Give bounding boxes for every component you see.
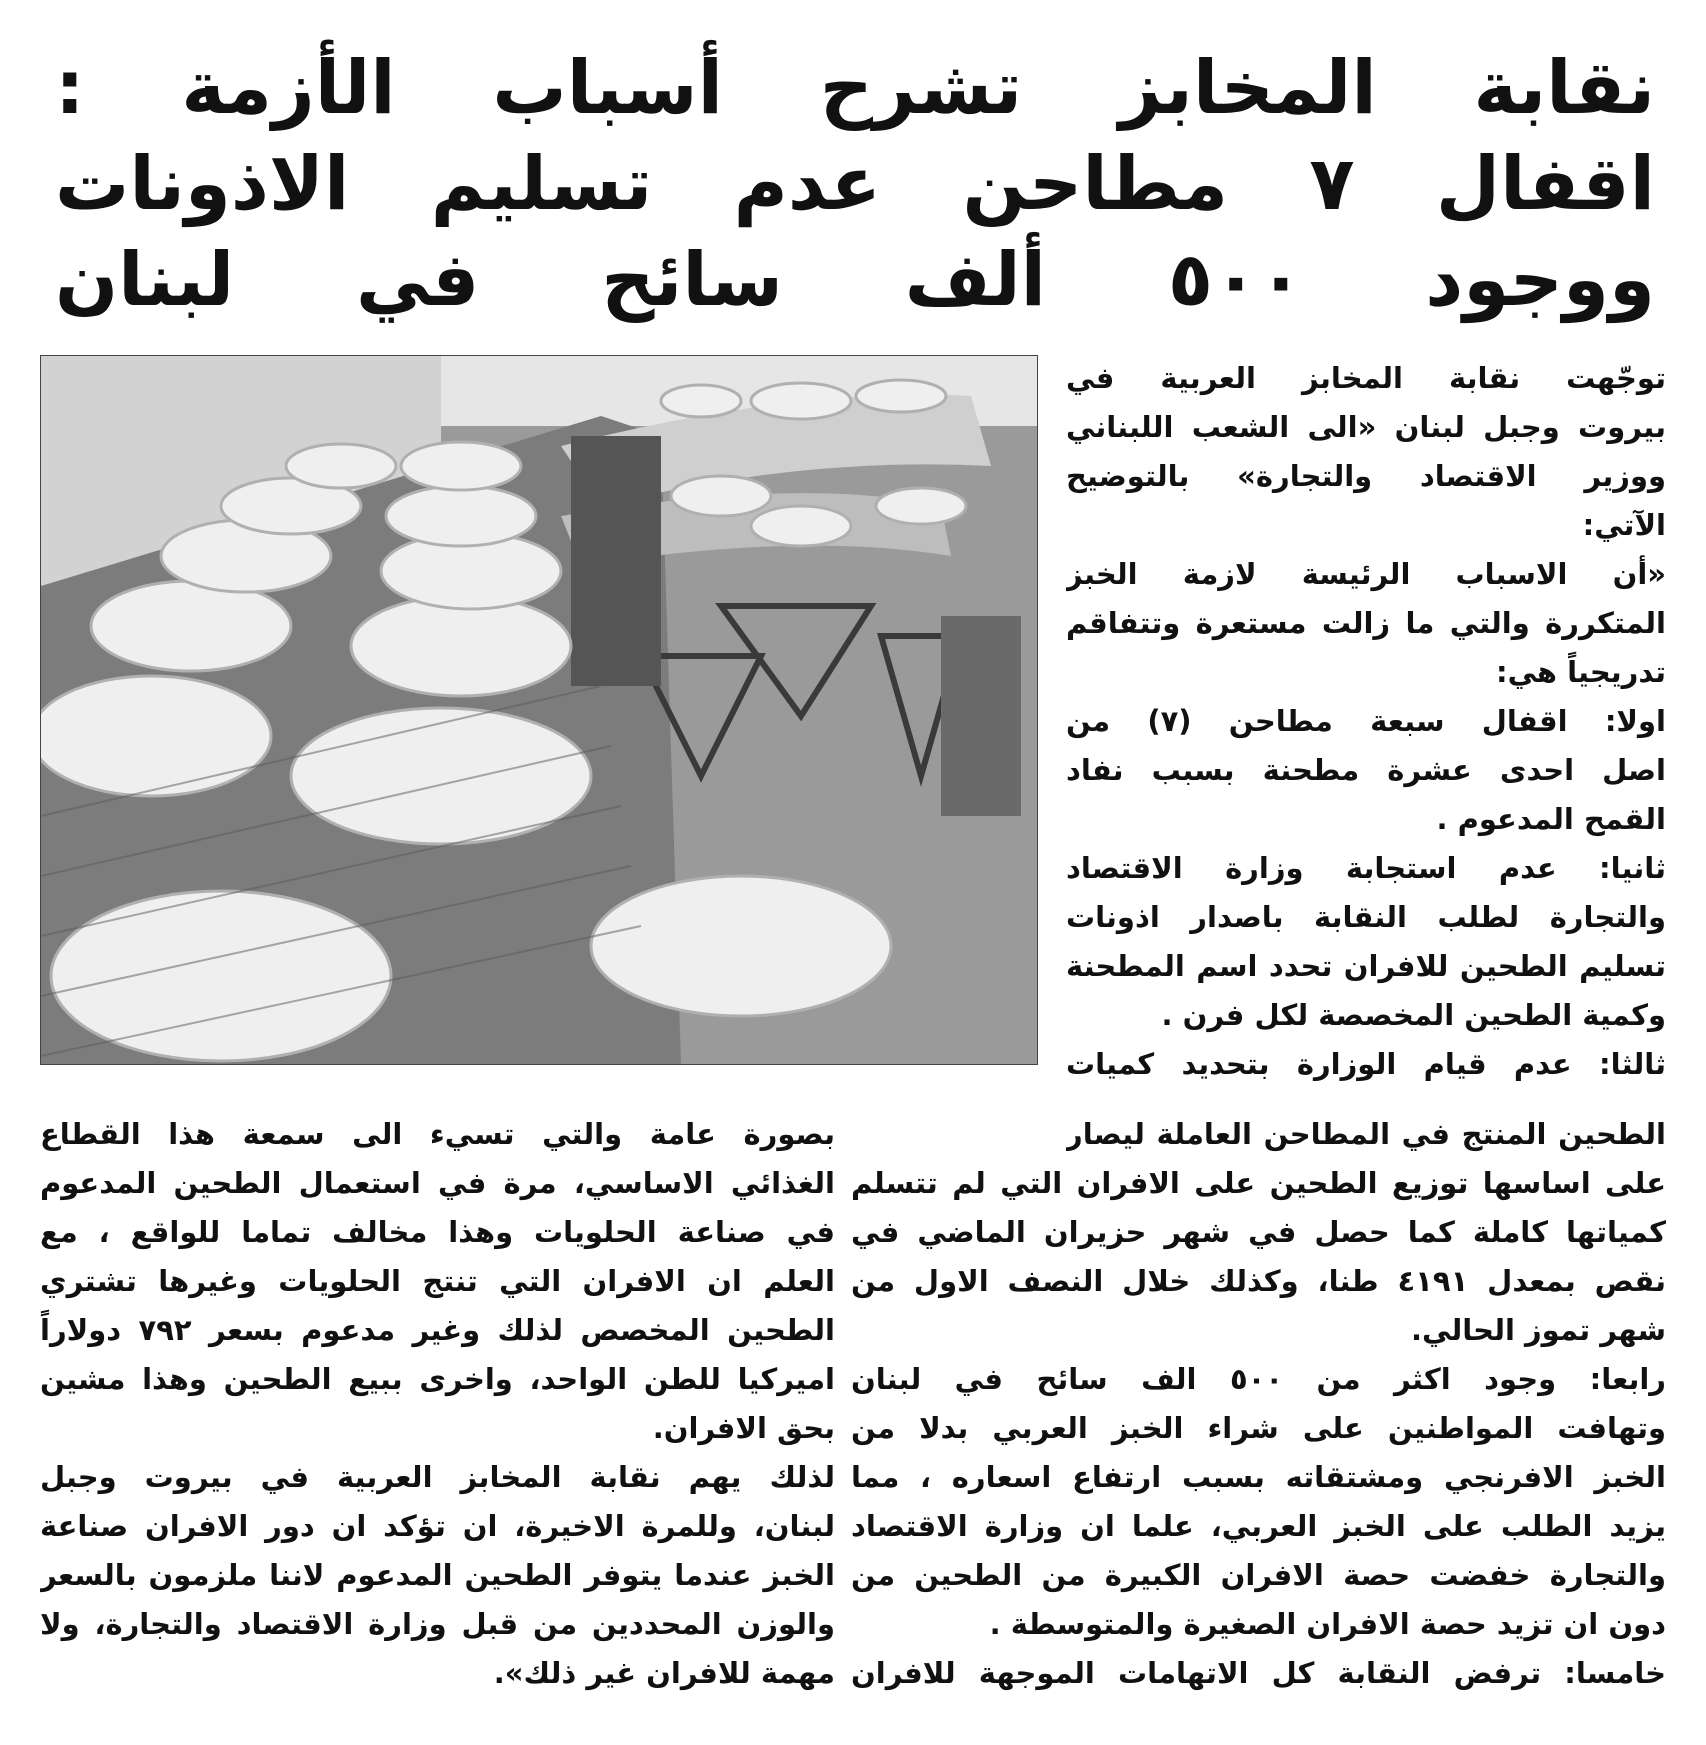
text-line: الطحين المخصص لذلك وغير مدعوم بسعر ٧٩٢ دولاراً	[40, 1313, 835, 1347]
text-line: الخبز عندما يتوفر الطحين المدعوم لاننا ملزمون بالسعر	[40, 1558, 835, 1592]
text-line: اولا: اقفال سبعة مطاحن (٧) من	[1066, 704, 1666, 738]
text-line: رابعا: وجود اكثر من ٥٠٠ الف سائح في لبنان	[851, 1362, 1666, 1396]
bread-conveyor-illustration	[41, 356, 1037, 1064]
text-line: والوزن المحددين من قبل وزارة الاقتصاد والتجارة، ولا	[40, 1607, 835, 1641]
text-line: دون ان تزيد حصة الافران الصغيرة والمتوسطة .	[989, 1607, 1666, 1641]
text-line: الخبز الافرنجي ومشتقاته بسبب ارتفاع اسعاره ، مما	[851, 1460, 1666, 1494]
text-line: مهمة للافران غير ذلك».	[493, 1656, 835, 1690]
text-line: تسليم الطحين للافران تحدد اسم المطحنة	[1066, 949, 1666, 983]
text-line: خامسا: ترفض النقابة كل الاتهامات الموجهة للافران	[851, 1656, 1666, 1690]
bread-conveyor-photo	[40, 355, 1038, 1065]
article-column-right-bottom	[851, 1110, 1666, 1698]
text-line: على اساسها توزيع الطحين على الافران التي لم تتسلم	[851, 1166, 1666, 1200]
headline-line-2: اقفال ٧ مطاحن عدم تسليم الاذونات	[55, 141, 1655, 227]
headline	[55, 40, 1655, 328]
text-line: الطحين المنتج في المطاحن العاملة ليصار	[1066, 1117, 1666, 1151]
text-line: والتجارة لطلب النقابة باصدار اذونات	[1066, 900, 1666, 934]
text-line: الآتي:	[1582, 508, 1666, 542]
text-line: توجّهت نقابة المخابز العربية في	[1066, 361, 1666, 395]
text-line: يزيد الطلب على الخبز العربي، علما ان وزارة الاقتصاد	[851, 1509, 1666, 1543]
text-line: بحق الافران.	[652, 1411, 835, 1445]
text-line: شهر تموز الحالي.	[1411, 1313, 1666, 1347]
text-line: العلم ان الافران التي تنتج الحلويات وغيرها تشتري	[40, 1264, 835, 1298]
text-line: ووزير الاقتصاد والتجارة» بالتوضيح	[1066, 459, 1666, 493]
text-line: ثالثا: عدم قيام الوزارة بتحديد كميات	[1066, 1047, 1666, 1081]
text-line: اميركيا للطن الواحد، واخرى ببيع الطحين وهذا مشين	[40, 1362, 835, 1396]
article-column-right-top	[1066, 354, 1666, 1089]
headline-line-3: ووجود ٥٠٠ ألف سائح في لبنان	[55, 237, 1655, 323]
text-line: والتجارة خفضت حصة الافران الكبيرة من الطحين من	[851, 1558, 1666, 1592]
text-line: القمح المدعوم .	[1436, 802, 1666, 836]
text-line: تدريجياً هي:	[1496, 655, 1666, 689]
text-line: وتهافت المواطنين على شراء الخبز العربي بدلا من	[851, 1411, 1666, 1445]
text-line: بصورة عامة والتي تسيء الى سمعة هذا القطاع	[40, 1117, 835, 1151]
text-line: وكمية الطحين المخصصة لكل فرن .	[1161, 998, 1666, 1032]
text-line: كمياتها كاملة كما حصل في شهر حزيران الماضي في	[851, 1215, 1666, 1249]
text-line: نقص بمعدل ٤١٩١ طنا، وكذلك خلال النصف الاول من	[851, 1264, 1666, 1298]
headline-line-1: نقابة المخابز تشرح أسباب الأزمة :	[55, 45, 1655, 131]
text-line: المتكررة والتي ما زالت مستعرة وتتفاقم	[1066, 606, 1666, 640]
article-column-left	[40, 1110, 835, 1698]
text-line: بيروت وجبل لبنان «الى الشعب اللبناني	[1066, 410, 1666, 444]
text-line: لذلك يهم نقابة المخابز العربية في بيروت وجبل	[40, 1460, 835, 1494]
text-line: الغذائي الاساسي، مرة في استعمال الطحين المدعوم	[40, 1166, 835, 1200]
text-line: «أن الاسباب الرئيسة لازمة الخبز	[1066, 557, 1666, 591]
text-line: ثانيا: عدم استجابة وزارة الاقتصاد	[1066, 851, 1666, 885]
text-line: في صناعة الحلويات وهذا مخالف تماما للواقع ، مع	[40, 1215, 835, 1249]
text-line: لبنان، وللمرة الاخيرة، ان تؤكد ان دور الافران صناعة	[40, 1509, 835, 1543]
text-line: اصل احدى عشرة مطحنة بسبب نفاد	[1066, 753, 1666, 787]
